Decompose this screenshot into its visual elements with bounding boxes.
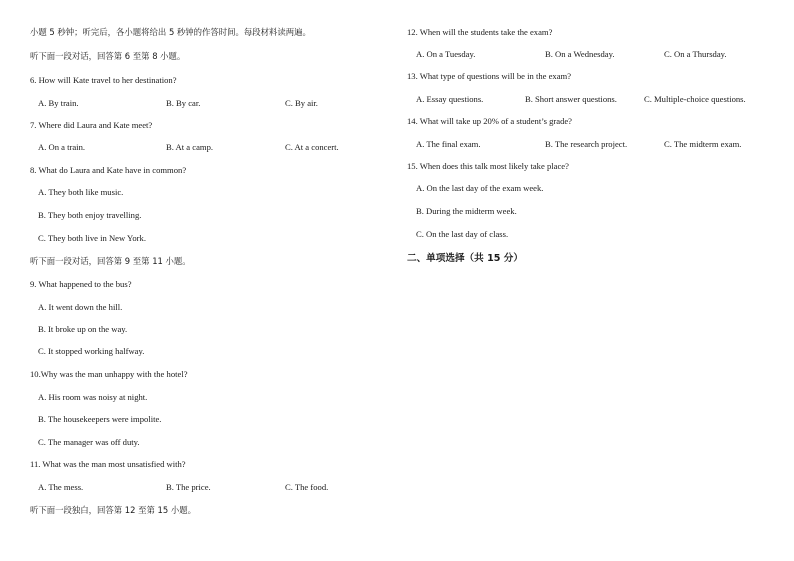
question-10-option-a: A. His room was noisy at night. [38,392,148,402]
question-6-option-b: B. By car. [166,98,201,108]
section-title: 二、单项选择（共 15 分） [407,253,523,264]
instruction-9-11: 听下面一段对话，回答第 9 至第 11 小题。 [30,256,191,266]
question-7-option-b: B. At a camp. [166,142,214,152]
question-14-option-a: A. The final exam. [416,139,481,149]
question-11-option-c: C. The food. [285,482,329,492]
question-13-option-a: A. Essay questions. [416,94,484,104]
question-10-stem: 10.Why was the man unhappy with the hotel? [30,369,188,379]
question-8-stem: 8. What do Laura and Kate have in common? [30,165,187,175]
question-13-stem: 13. What type of questions will be in the exam? [407,71,572,81]
question-8-option-b: B. They both enjoy travelling. [38,210,142,220]
question-15-option-a: A. On the last day of the exam week. [416,183,544,193]
question-15-option-b: B. During the midterm week. [416,206,517,216]
question-11-stem: 11. What was the man most unsatisfied with? [30,459,186,469]
instruction-12-15: 听下面一段独白，回答第 12 至第 15 小题。 [30,505,196,515]
question-7-option-a: A. On a train. [38,142,86,152]
question-14-option-b: B. The research project. [545,139,628,149]
question-12-option-c: C. On a Thursday. [664,49,727,59]
question-9-option-a: A. It went down the hill. [38,302,123,312]
question-7-option-c: C. At a concert. [285,142,339,152]
question-13-option-c: C. Multiple-choice questions. [644,94,746,104]
question-10-option-c: C. The manager was off duty. [38,437,140,447]
question-12-option-b: B. On a Wednesday. [545,49,615,59]
question-13-option-b: B. Short answer questions. [525,94,617,104]
question-8-option-a: A. They both like music. [38,187,124,197]
question-15-option-c: C. On the last day of class. [416,229,509,239]
question-7-stem: 7. Where did Laura and Kate meet? [30,120,153,130]
question-6-option-c: C. By air. [285,98,318,108]
question-6-stem: 6. How will Kate travel to her destination? [30,75,177,85]
question-12-stem: 12. When will the students take the exam? [407,27,553,37]
instruction-6-8: 听下面一段对话，回答第 6 至第 8 小题。 [30,51,186,61]
question-12-option-a: A. On a Tuesday. [416,49,476,59]
question-11-option-b: B. The price. [166,482,211,492]
question-15-stem: 15. When does this talk most likely take place? [407,161,569,171]
question-9-option-c: C. It stopped working halfway. [38,346,145,356]
question-9-stem: 9. What happened to the bus? [30,279,132,289]
question-8-option-c: C. They both live in New York. [38,233,146,243]
question-10-option-b: B. The housekeepers were impolite. [38,414,162,424]
question-11-option-a: A. The mess. [38,482,84,492]
question-14-option-c: C. The midterm exam. [664,139,742,149]
question-6-option-a: A. By train. [38,98,79,108]
intro-line: 小题 5 秒钟；听完后，各小题将给出 5 秒钟的作答时间。每段材料读两遍。 [30,27,311,37]
question-9-option-b: B. It broke up on the way. [38,324,128,334]
question-14-stem: 14. What will take up 20% of a student’s grade? [407,116,572,126]
